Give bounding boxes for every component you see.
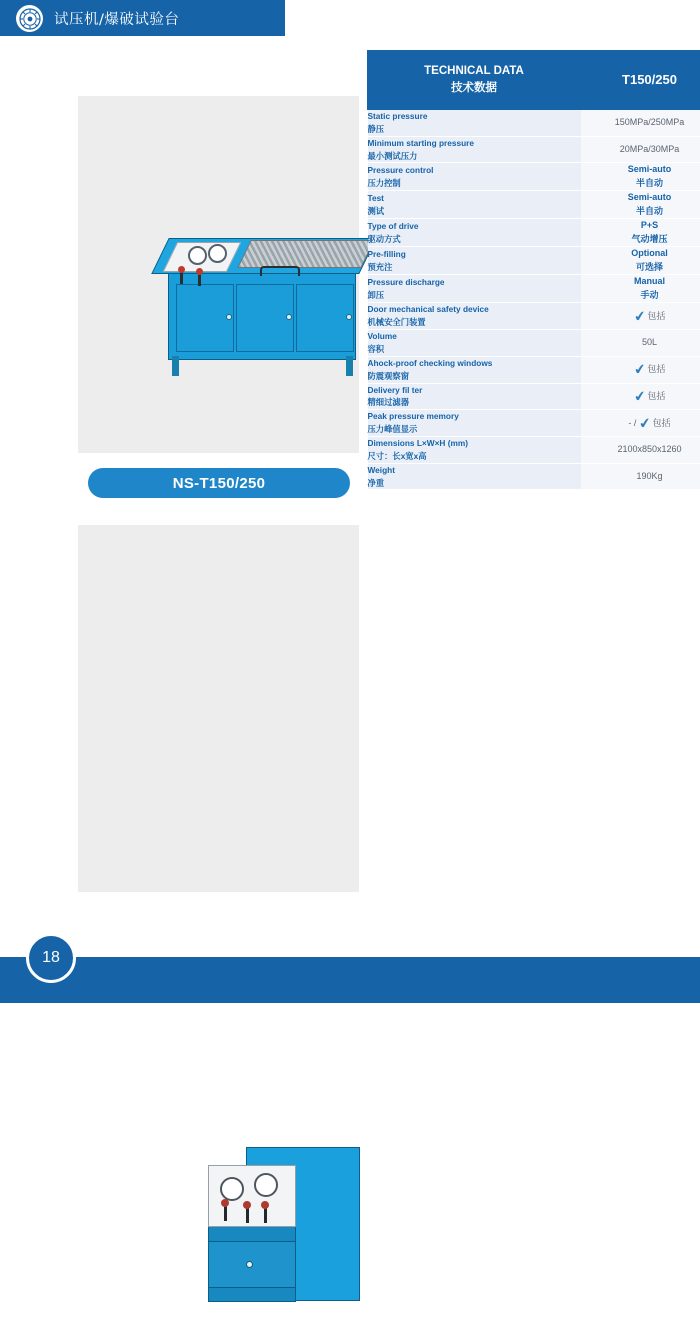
included-value [634,311,666,321]
value-prefix: - / [628,418,639,428]
spec-value-cell [581,275,700,303]
table-header-title-en: TECHNICAL DATA [368,63,580,80]
spec-value-text: 手动 [581,289,700,303]
table-row [368,110,700,137]
detail-drawer-knob [246,1261,253,1268]
spec-value-text: 半自动 [581,177,700,191]
check-icon: ✔ [633,388,647,403]
header-title-en: Testing [196,7,243,25]
spec-label-cell [368,219,581,247]
spec-label-cell [368,330,581,357]
spec-label-en: Minimum starting pressure [368,137,581,150]
table-row [368,330,700,357]
spec-label-cn: 机械安全门装置 [368,316,581,329]
table-row [368,410,700,437]
spec-value-cell [581,136,700,163]
spec-value-cell [581,463,700,490]
machine-leg-right [346,356,353,376]
spec-label-cn: 驱动方式 [368,233,581,246]
spec-label-cell [368,275,581,303]
header-title-cn: 试压机/爆破试验台 [54,8,179,29]
spec-value-cell [581,191,700,219]
table-row [368,303,700,330]
machine-detail-panel [208,1165,296,1227]
control-lever-knob-2 [196,268,203,275]
spec-label-cell [368,136,581,163]
spec-value-text: 包括 [647,311,665,321]
spec-value-text: 50L [581,336,700,350]
spec-value-text: 半自动 [581,205,700,219]
table-row [368,437,700,464]
spec-value-cell [581,303,700,330]
machine-leg-left [172,356,179,376]
check-icon: ✔ [633,308,647,323]
door-knob-middle [286,314,292,320]
door-knob-right [346,314,352,320]
control-lever-knob-1 [178,266,185,273]
spec-label-cn: 压力控制 [368,177,581,190]
table-header-title [368,51,581,110]
spec-value-text: Optional [581,247,700,261]
detail-pressure-gauge-2 [254,1173,278,1197]
spec-value-cell [581,110,700,137]
spec-label-cell [368,191,581,219]
machine-handle [260,266,300,276]
table-row [368,275,700,303]
table-row [368,191,700,219]
table-row [368,163,700,191]
spec-value-text: 2100x850x1260 [581,443,700,457]
spec-label-cn: 压力峰值显示 [368,423,581,436]
spec-label-en: Type of drive [368,220,581,233]
spec-label-cn: 尺寸：长x宽x高 [368,450,581,463]
table-row [368,383,700,410]
product-photo-main [78,96,359,453]
pressure-gauge-1 [188,246,207,265]
spec-label-en: Delivery fil ter [368,384,581,397]
spec-value-cell [581,247,700,275]
spec-label-cell [368,383,581,410]
spec-label-cell [368,110,581,137]
spec-value-text: 190Kg [581,470,700,484]
table-row [368,463,700,490]
spec-label-cn: 防震观察窗 [368,370,581,383]
spec-label-cn: 测试 [368,205,581,218]
spec-label-en: Dimensions L×W×H (mm) [368,437,581,450]
spec-label-cn: 卸压 [368,289,581,302]
spec-value-text: 气动增压 [581,233,700,247]
technical-data-table [367,50,700,490]
spec-label-en: Weight [368,464,581,477]
detail-pressure-gauge-1 [220,1177,244,1201]
spec-value-text: 包括 [647,364,665,374]
detail-control-lever-1 [224,1205,227,1221]
spec-label-cn: 净重 [368,477,581,490]
table-row [368,136,700,163]
machine-illustration-detail [198,1137,378,1317]
detail-control-lever-2 [246,1207,249,1223]
spec-label-cn: 最小测试压力 [368,150,581,163]
table-row [368,247,700,275]
included-value [634,364,666,374]
spec-label-en: Pre-filling [368,248,581,261]
spec-value-cell [581,356,700,383]
spec-label-cell [368,303,581,330]
spec-label-cn: 静压 [368,123,581,136]
table-row [368,356,700,383]
product-photo-detail [78,525,359,892]
check-icon: ✔ [638,415,652,430]
spec-label-en: Ahock-proof checking windows [368,357,581,370]
table-header-row [368,51,700,110]
spec-label-en: Pressure control [368,164,581,177]
machine-illustration-main [140,188,370,388]
detail-control-lever-knob-1 [221,1199,229,1207]
included-value [634,391,666,401]
spec-label-cell [368,463,581,490]
footer-bar [0,957,700,1003]
spec-label-cell [368,247,581,275]
door-knob-left [226,314,232,320]
spec-label-cell [368,163,581,191]
page-header [0,0,700,42]
spec-value-cell [581,437,700,464]
spec-label-cell [368,356,581,383]
spec-value-cell [581,410,700,437]
pressure-gauge-2 [208,244,227,263]
spec-value-text: Manual [581,275,700,289]
detail-control-lever-knob-2 [243,1201,251,1209]
gear-circle-icon [16,5,43,32]
spec-value-text: 150MPa/250MPa [581,116,700,130]
detail-control-lever-knob-3 [261,1201,269,1209]
page-number: 18 [26,933,76,983]
check-icon: ✔ [633,362,647,377]
spec-label-cn: 预充注 [368,261,581,274]
spec-label-en: Volume [368,330,581,343]
spec-label-en: Static pressure [368,110,581,123]
spec-value-text: 20MPa/30MPa [581,143,700,157]
spec-label-cn: 容积 [368,343,581,356]
table-body [368,110,700,490]
spec-value-cell [581,330,700,357]
model-badge: NS-T150/250 [88,468,350,498]
spec-label-en: Door mechanical safety device [368,303,581,316]
spec-label-en: Peak pressure memory [368,410,581,423]
spec-value-text: 包括 [653,418,671,428]
table-header-title-cn: 技术数据 [368,80,580,97]
spec-label-cn: 精细过滤器 [368,396,581,409]
spec-label-en: Test [368,192,581,205]
spec-value-cell [581,219,700,247]
table-row [368,219,700,247]
spec-value-text: 包括 [647,391,665,401]
machine-mesh-grid [237,240,375,268]
spec-value-text: Semi-auto [581,163,700,177]
detail-control-lever-3 [264,1207,267,1223]
spec-value-text: 可选择 [581,261,700,275]
included-value [628,418,670,428]
spec-value-text: Semi-auto [581,191,700,205]
spec-value-cell [581,383,700,410]
table-header-model: T150/250 [581,51,700,110]
spec-label-cell [368,437,581,464]
spec-value-text: P+S [581,219,700,233]
spec-value-cell [581,163,700,191]
spec-label-cell [368,410,581,437]
spec-label-en: Pressure discharge [368,276,581,289]
